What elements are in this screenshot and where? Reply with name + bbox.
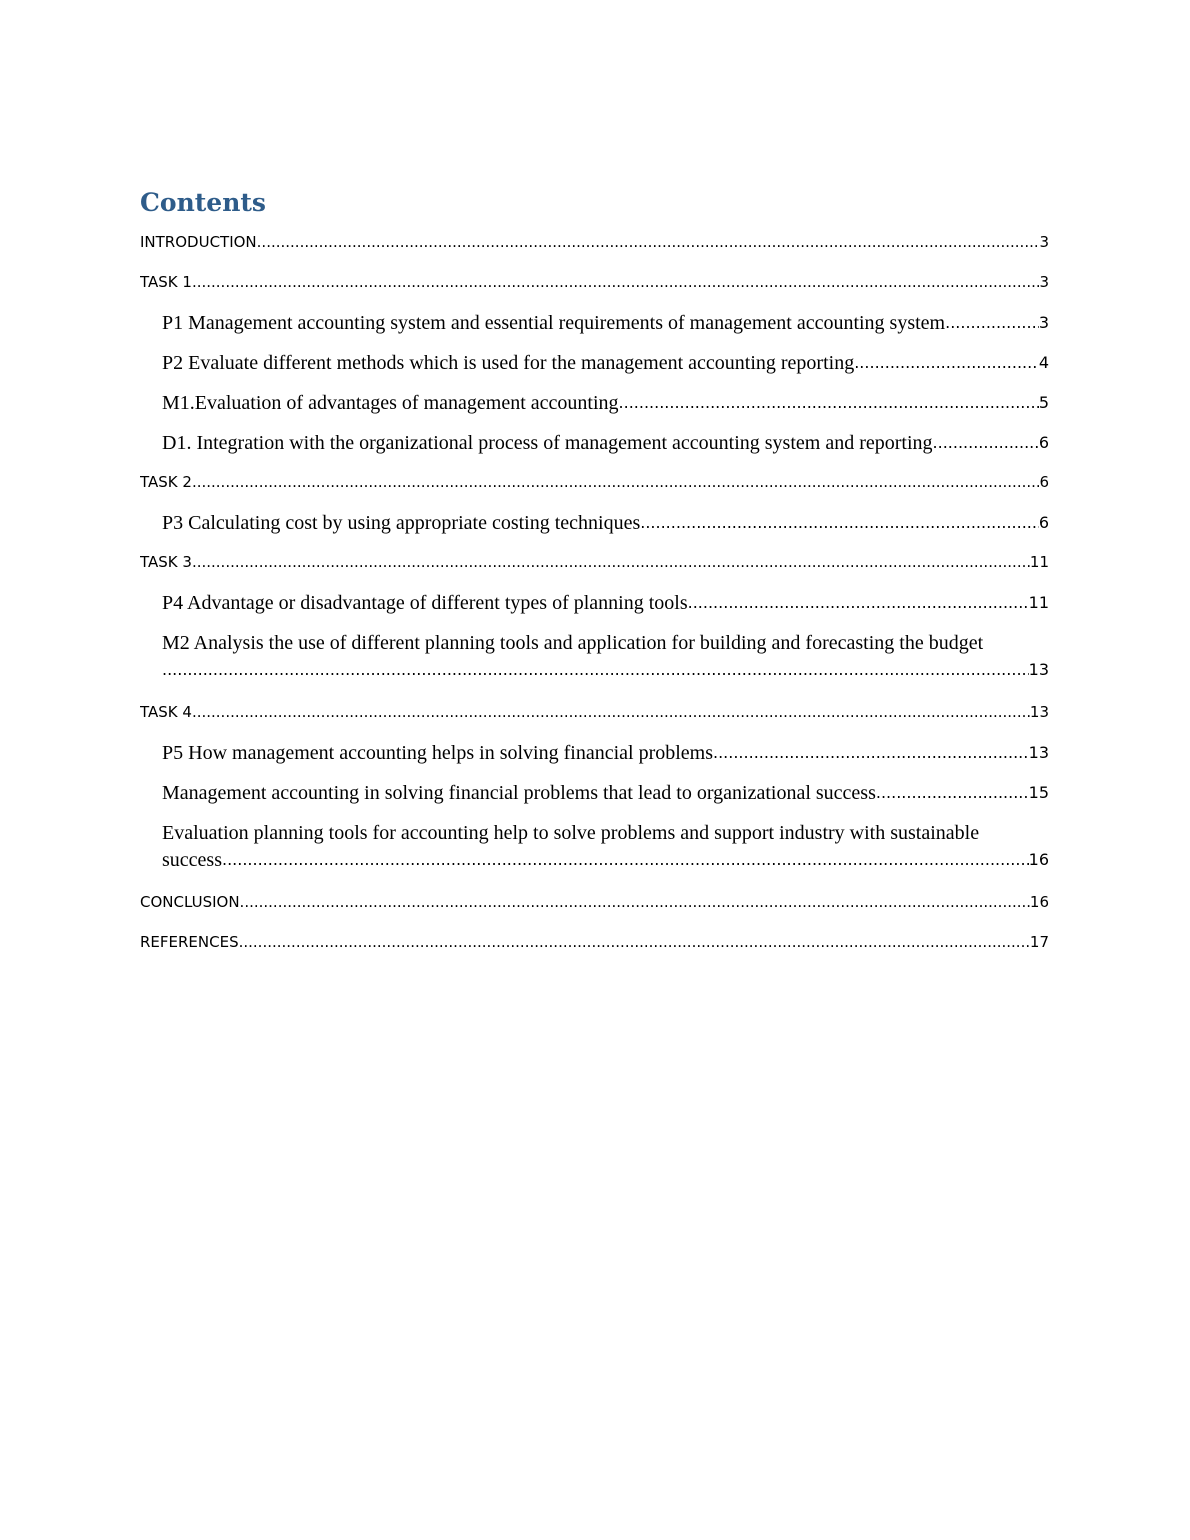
toc-entry-title-continuation: success [162,849,222,871]
toc-leader [192,551,1030,573]
toc-leader [876,780,1029,806]
toc-entry-introduction[interactable] [140,226,1049,266]
toc-page-number: 6 [1039,473,1049,491]
toc-entry-title: Evaluation planning tools for accounting help to solve problems and support industry with sustainable [162,822,980,844]
toc-entry-p5[interactable] [140,736,1049,776]
toc-entry-continuation [162,656,1049,684]
document-page [140,180,1049,966]
toc-leader [257,231,1040,253]
toc-page-number: 3 [1038,313,1049,332]
toc-entry-title: TASK 1 [140,273,192,291]
toc-entry-title: M1.Evaluation of advantages of management accounting [162,392,619,414]
toc-page-number: 11 [1028,593,1049,612]
toc-entry-task-2[interactable] [140,466,1049,506]
toc-entry-task-1[interactable] [140,266,1049,306]
toc-entry-title: CONCLUSION [140,893,240,911]
toc-leader [619,390,1039,416]
toc-page-number: 11 [1029,553,1049,571]
toc-leader [240,891,1030,913]
toc-page-number: 16 [1028,850,1049,869]
toc-entry-title: P4 Advantage or disadvantage of different types of planning tools [162,592,688,614]
toc-page-number: 3 [1039,273,1049,291]
toc-entry-d1[interactable] [140,426,1049,466]
toc-entry-p1[interactable] [140,306,1049,346]
toc-page-number: 4 [1038,353,1049,372]
toc-leader [640,510,1039,536]
toc-leader [192,271,1040,293]
toc-entry-m1[interactable] [140,386,1049,426]
toc-page-number: 13 [1028,743,1049,762]
toc-entry-task-3[interactable] [140,546,1049,586]
toc-leader [222,846,1029,874]
toc-page-number: 3 [1039,233,1049,251]
toc-entry-management-accounting-success[interactable] [140,776,1049,816]
toc-entry-p2[interactable] [140,346,1049,386]
toc-leader [162,656,1029,684]
toc-page-number: 15 [1028,783,1049,802]
toc-entry-title: P5 How management accounting helps in solving financial problems [162,742,713,764]
toc-leader [688,590,1029,616]
toc-page-number: 6 [1038,433,1049,452]
toc-entry-title: P1 Management accounting system and essential requirements of management accounting system [162,312,946,334]
toc-heading: Contents [140,188,267,217]
toc-entry-p3[interactable] [140,506,1049,546]
toc-entry-title: Management accounting in solving financial problems that lead to organizational success [162,782,876,804]
toc-leader [933,430,1039,456]
toc-entry-continuation [162,846,1049,874]
toc-leader [192,471,1040,493]
toc-leader [945,310,1039,336]
toc-entry-task-4[interactable] [140,696,1049,736]
toc-entry-title: TASK 3 [140,553,192,571]
toc-entry-title: P2 Evaluate different methods which is used for the management accounting reporting [162,352,855,374]
toc-leader [239,931,1030,953]
toc-page-number: 6 [1038,513,1049,532]
toc-leader [713,740,1029,766]
toc-page-number: 16 [1029,893,1049,911]
toc-entry-title: TASK 2 [140,473,192,491]
toc-entry-title: INTRODUCTION [140,233,257,251]
toc-entry-references[interactable] [140,926,1049,966]
toc-page-number: 13 [1029,703,1049,721]
toc-entry-evaluation-planning-tools[interactable] [140,816,1049,886]
toc-entry-title: D1. Integration with the organizational process of management accounting system and reporting [162,432,933,454]
toc-page-number: 17 [1029,933,1049,951]
toc-entry-title: P3 Calculating cost by using appropriate costing techniques [162,512,641,534]
toc-entry-title: REFERENCES [140,933,239,951]
toc-page-number: 5 [1038,393,1049,412]
toc-leader [192,701,1030,723]
toc-page-number: 13 [1028,660,1049,679]
toc-entry-conclusion[interactable] [140,886,1049,926]
toc-leader [854,350,1039,376]
toc-entry-title: M2 Analysis the use of different planning tools and application for building and forecasting the budget [162,632,984,654]
toc-entry-p4[interactable] [140,586,1049,626]
toc-entry-title: TASK 4 [140,703,192,721]
toc-entry-m2[interactable] [140,626,1049,696]
